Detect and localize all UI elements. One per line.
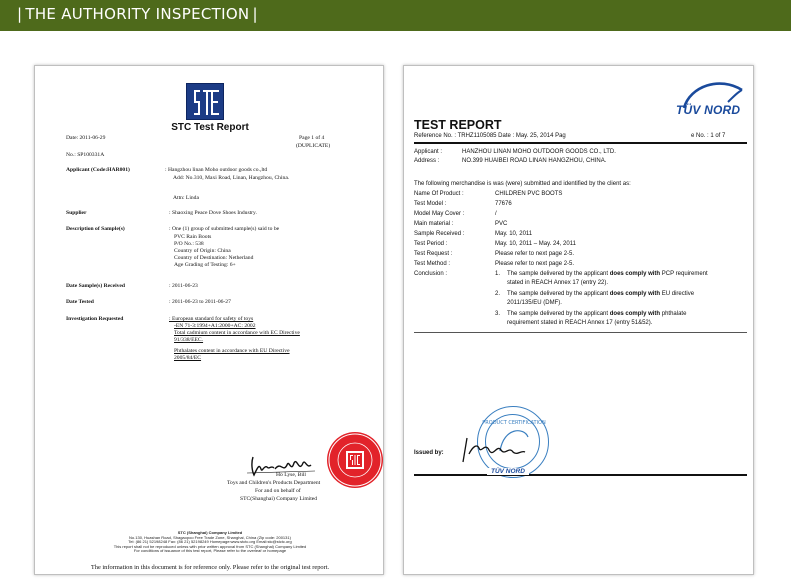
stc-page-number: Page 1 of 4	[299, 135, 325, 141]
stc-supplier-label: Supplier	[66, 210, 87, 216]
tuv-conclusion-text: 2011/135/EU (DMF).	[507, 300, 562, 306]
stc-investigation-label: Investigation Requested	[66, 316, 124, 322]
tuv-field-label: Main material :	[414, 221, 454, 227]
stc-tested-label: Date Tested	[66, 299, 94, 305]
stc-applicant-line: Add: No.310, Maxi Road, Linan, Hangzhou, China.	[173, 175, 290, 181]
tuv-field-value: May. 10, 2011 – May. 24, 2011	[495, 241, 576, 247]
page-header	[0, 0, 791, 31]
tuv-applicant-label: Applicant :	[414, 149, 443, 155]
stc-investigation-line: : European standard for safety of toys	[169, 316, 254, 322]
tuv-field-label: Test Method :	[414, 261, 451, 267]
tuv-signature-icon	[459, 434, 559, 466]
stc-description-line: Age Grading of Testing: 6+	[174, 262, 236, 268]
tuv-conclusion-number: 2.	[495, 291, 501, 297]
stc-footer-address: STC (Shanghai) Company Limited No.130, Huashan Road, Shagaopoo Free Trade Zone, Shanghai, China (Zip code: 200131) Tel: (86 21) 52198248 Fax: (86 21) 52198249 Homepage:www.stctc.org Email:stc@stctc.org This report shall not be reproduced unless with prior written approval from STC (Shanghai) Company Limited For conditions of issuance of this test report, Please refer to the overleaf or homepage	[113, 530, 307, 554]
stc-investigation-line: -EN 71-3:1994+A1:2000+AC: 2002	[174, 323, 256, 329]
stc-description-line: PVC Rain Boots	[174, 234, 212, 240]
stc-description-label: Description of Sample(s)	[66, 226, 125, 232]
stc-supplier-value: : Shaoxing Peace Dove Shoes Industry.	[169, 210, 257, 216]
stc-applicant-label: Applicant (Code:HAR001)	[66, 167, 130, 173]
stc-description-line: : One (1) group of submitted sample(s) said to be	[169, 226, 280, 232]
tuv-report-title: TEST REPORT	[414, 118, 502, 132]
stc-received-value: : 2011-06-23	[169, 283, 198, 289]
tuv-page-number: e No. : 1 of 7	[691, 133, 726, 139]
stc-applicant-line: : Hangzhou linan Moho outdoor goods co.,ltd	[165, 167, 268, 173]
stc-investigation-line: 91/338/EEC.	[174, 337, 204, 343]
tuv-field-value: Please refer to next page 2-5.	[495, 261, 575, 267]
stc-signer-line: Toys and Children's Products Department	[227, 480, 321, 486]
tuv-conclusion-text: stated in REACH Annex 17 (entry 22).	[507, 280, 609, 286]
stc-report-number: No.: SP100331A	[66, 152, 105, 158]
tuv-field-value: /	[495, 211, 497, 217]
tuv-address-value: NO.399 HUAIBEI ROAD LINAN HANGZHOU, CHINA.	[462, 158, 607, 164]
tuv-field-label: Test Period :	[414, 241, 448, 247]
tuv-field-label: Test Request :	[414, 251, 453, 257]
stc-investigation-line: Phthalates content in accordance with EU Directive	[174, 348, 290, 354]
tuv-footer-logo: TÜV NORD	[487, 468, 529, 475]
stc-tested-value: : 2011-06-23 to 2011-06-27	[169, 299, 231, 305]
tuv-conclusion-text: The sample delivered by the applicant does comply with phthalate	[507, 311, 687, 317]
tuv-field-label: Name Of Product :	[414, 191, 464, 197]
stc-description-line: P/O No.: 538	[174, 241, 204, 247]
stc-red-seal-icon	[327, 432, 383, 488]
tuv-field-value: May. 10, 2011	[495, 231, 533, 237]
tuv-conclusion-text: requirement stated in REACH Annex 17 (entry 51&52).	[507, 320, 653, 326]
stc-signer-line: STC(Shanghai) Company Limited	[240, 496, 318, 502]
tuv-intro-text: The following merchandise is was (were) submitted and identified by the client as:	[414, 181, 631, 187]
tuv-field-label: Sample Received :	[414, 231, 465, 237]
tuv-logo-text: TÜV NORD	[676, 103, 741, 117]
tuv-issued-by-label: Issued by:	[414, 450, 444, 456]
svg-text:PRODUCT CERTIFICATION: PRODUCT CERTIFICATION	[482, 420, 546, 426]
stc-received-label: Date Sample(s) Received	[66, 283, 126, 289]
stc-test-report[interactable]	[34, 65, 384, 575]
stc-description-line: Country of Origin: China	[174, 248, 231, 254]
tuv-conclusion-text: The sample delivered by the applicant does comply with EU directive	[507, 291, 695, 297]
tuv-field-label: Model May Cover :	[414, 211, 465, 217]
tuv-field-value: 77676	[495, 201, 512, 207]
tuv-field-label: Test Model :	[414, 201, 447, 207]
tuv-reference-number: Reference No. : TRHZ1105085 Date : May. 25, 2014 Pag	[414, 133, 566, 139]
stc-duplicate-label: (DUPLICATE)	[296, 143, 331, 149]
tuv-field-value: PVC	[495, 221, 508, 227]
stc-description-line: Country of Destination: Netherland	[174, 255, 254, 261]
tuv-address-label: Address :	[414, 158, 440, 164]
tuv-conclusion-number: 3.	[495, 311, 501, 317]
tuv-conclusion-text: The sample delivered by the applicant does comply with PCP requirement	[507, 271, 708, 277]
tuv-field-value: CHILDREN PVC BOOTS	[495, 191, 563, 197]
tuv-field-label: Conclusion :	[414, 271, 448, 277]
stc-date: Date: 2011-06-29	[66, 135, 106, 141]
stc-applicant-line: Attn: Linda	[173, 195, 199, 201]
tuv-conclusion-number: 1.	[495, 271, 501, 277]
stc-disclaimer: The information in this document is for reference only. Please refer to the original test report.	[90, 564, 330, 571]
stc-report-title: STC Test Report	[171, 122, 249, 133]
stc-signer-name: Ho Lyse, Bill	[276, 472, 306, 478]
tuv-field-value: Please refer to next page 2-5.	[495, 251, 575, 257]
page-title: | THE AUTHORITY INSPECTION |	[17, 5, 258, 23]
stc-logo-icon	[186, 83, 224, 120]
stc-signer-line: For and on behalf of	[255, 488, 301, 494]
stc-investigation-line: Total cadmium content in accordance with EC Directive	[174, 330, 300, 336]
tuv-applicant-value: HANZHOU LINAN MOHO OUTDOOR GOODS CO., LTD.	[462, 149, 616, 155]
stc-investigation-line: 2005/84/EC	[174, 355, 202, 361]
tuv-test-report[interactable]	[403, 65, 754, 575]
